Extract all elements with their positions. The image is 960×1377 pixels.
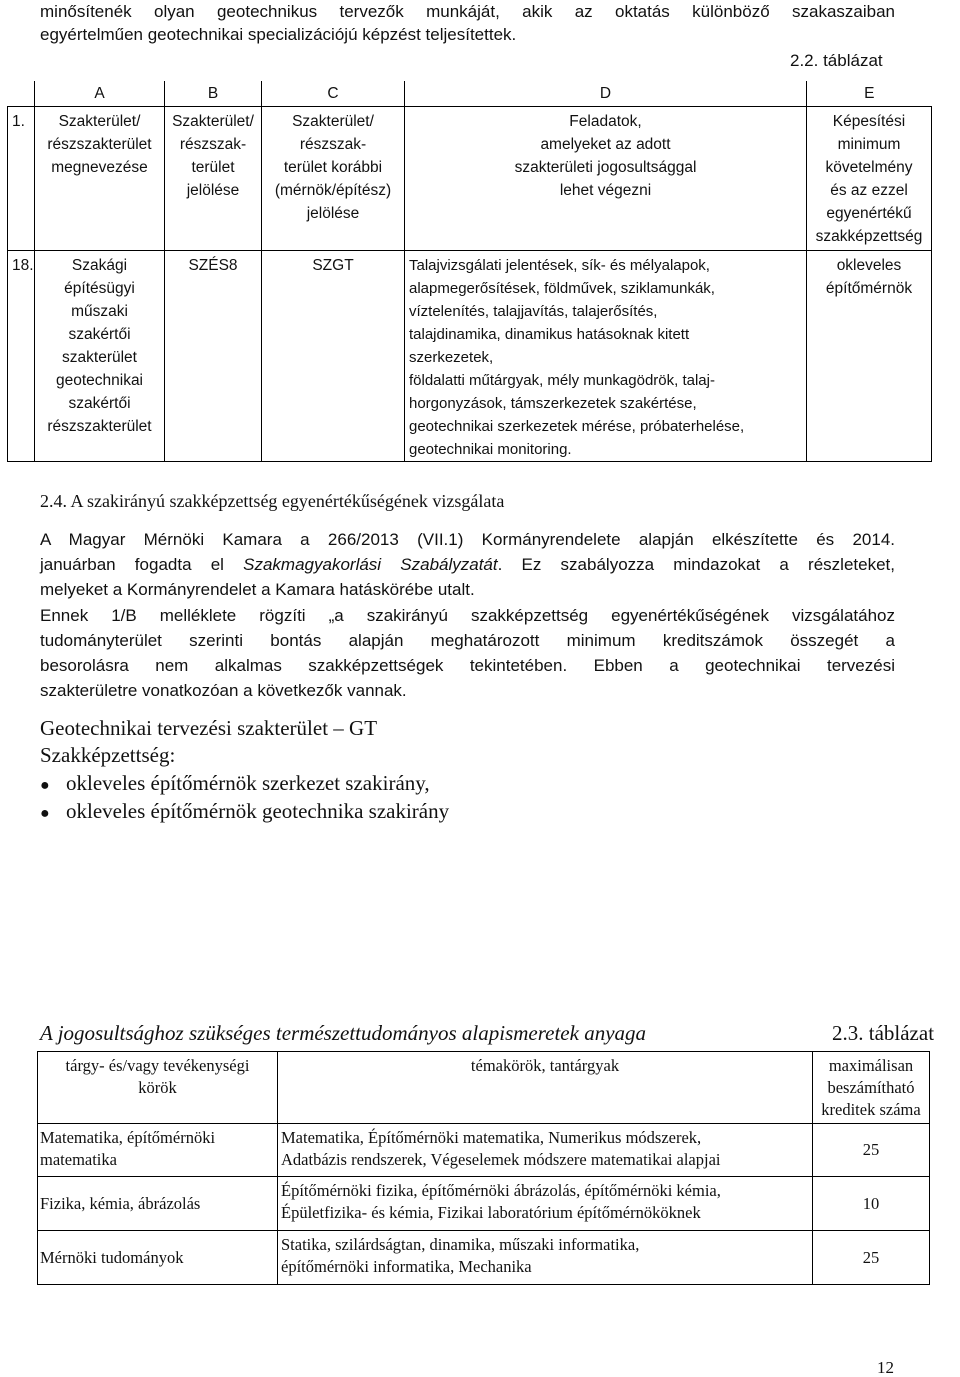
page-number: 12 xyxy=(877,1358,894,1377)
table-2-3-label: 2.3. táblázat xyxy=(832,1021,935,1045)
qualification-table xyxy=(7,81,932,462)
column-letter-row xyxy=(8,81,932,106)
paragraph-1-text-end: . Ez szabályozza mindazokat a részleteket, xyxy=(497,555,895,574)
header-row-number: 1. xyxy=(8,106,35,250)
bullet-item xyxy=(40,797,449,828)
paragraph-1-line-3: melyeket a Kormányrendelet a Kamara hatáskörébe utalt. xyxy=(40,580,475,599)
header-topics: témakörök, tantárgyak xyxy=(278,1052,813,1124)
header-qualification: Képesítési minimum követelmény és az ezzel egyenértékű szakképzettség xyxy=(807,106,932,250)
table-row xyxy=(38,1177,930,1231)
row-topics: Matematika, Építőmérnöki matematika, Numerikus módszerek, Adatbázis rendszerek, Végeselemek módszere matematikai alapjai xyxy=(278,1124,813,1177)
header-area-name: Szakterület/ részszakterület megnevezése xyxy=(35,106,165,250)
paragraph-2-line-4: szakterületre vonatkozóan a következők vannak. xyxy=(40,681,407,700)
paragraph-2-line-1: Ennek 1/B melléklete rögzíti „a szakirányú szakképzettség egyenértékűségének vizsgálatához xyxy=(40,606,895,625)
row-credits: 25 xyxy=(813,1231,930,1285)
bullet-icon: ● xyxy=(40,805,50,822)
paragraph-1-text: januárban fogadta el xyxy=(40,555,244,574)
col-letter-a: A xyxy=(35,81,165,106)
row-topics: Statika, szilárdságtan, dinamika, műszaki informatika, építőmérnöki informatika, Mechanika xyxy=(278,1231,813,1285)
row-area: Mérnöki tudományok xyxy=(38,1231,278,1285)
col-letter-c: C xyxy=(262,81,405,106)
paragraph-1-line-1: A Magyar Mérnöki Kamara a 266/2013 (VII.1) Kormányrendelete alapján elkészítette és 2014. xyxy=(40,530,895,549)
credits-table xyxy=(37,1051,930,1285)
paragraph-2-line-3: besorolásra nem alkalmas szakképzettségek tekintetében. Ebben a geotechnikai tervezési xyxy=(40,656,895,675)
row-area: Matematika, építőmérnöki matematika xyxy=(38,1124,278,1177)
row-area-name: Szakági építésügyi műszaki szakértői szakterület geotechnikai szakértői részszakterület xyxy=(35,250,165,461)
row-credits: 10 xyxy=(813,1177,930,1231)
intro-line-1: minősítenék olyan geotechnikus tervezők munkáját, akik az oktatás különböző szakaszaiban xyxy=(40,2,895,21)
bullet-item xyxy=(40,769,430,800)
row-former-code: SZGT xyxy=(262,250,405,461)
header-former-code: Szakterület/ részszak- terület korábbi (mérnök/építész) jelölése xyxy=(262,106,405,250)
header-area-code: Szakterület/ részszak- terület jelölése xyxy=(165,106,262,250)
row-area-code: SZÉS8 xyxy=(165,250,262,461)
bullet-text: okleveles építőmérnök szerkezet szakirány, xyxy=(66,771,430,795)
row-area: Fizika, kémia, ábrázolás xyxy=(38,1177,278,1231)
row-tasks: Talajvizsgálati jelentések, sík- és mélyalapok, alapmegerősítések, földművek, sziklamunkák, víztelenítés, talajjavítás, talajerősítés, talajdinamika, dinamikus hatásoknak kitett szerkezetek, földalatti műtárgyak, mély munkagödrök, talaj- horgonyzások, támszerkezetek szakértése, geotechnikai szerkezetek mérése, próbaterhelése, geotechnikai monitoring. xyxy=(405,250,807,461)
qualification-label: Szakképzettség: xyxy=(40,743,176,767)
bullet-text: okleveles építőmérnök geotechnika szakirány xyxy=(66,799,450,823)
row-topics: Építőmérnöki fizika, építőmérnöki ábrázolás, építőmérnöki kémia, Épületfizika- és kémia, Fizikai laboratórium építőmérnököknek xyxy=(278,1177,813,1231)
row-number: 18. xyxy=(8,250,35,461)
col-letter-e: E xyxy=(807,81,932,106)
table-row xyxy=(8,250,932,461)
header-tasks: Feladatok, amelyeket az adott szakterületi jogosultsággal lehet végezni xyxy=(405,106,807,250)
table-2-3-title: A jogosultsághoz szükséges természettudományos alapismeretek anyaga xyxy=(40,1021,647,1045)
section-heading: 2.4. A szakirányú szakképzettség egyenértékűségének vizsgálata xyxy=(40,491,505,511)
row-qualification: okleveles építőmérnök xyxy=(807,250,932,461)
col-letter-b: B xyxy=(165,81,262,106)
row-credits: 25 xyxy=(813,1124,930,1177)
paragraph-2-line-2: tudományterület szerinti bontás alapján meghatározott minimum kreditszámok összegét a xyxy=(40,631,895,650)
table-row xyxy=(38,1231,930,1285)
header-row xyxy=(8,106,932,250)
col-letter-d: D xyxy=(405,81,807,106)
table-2-2-label: 2.2. táblázat xyxy=(790,51,883,70)
table-row xyxy=(38,1124,930,1177)
gt-title: Geotechnikai tervezési szakterület – GT xyxy=(40,716,378,740)
bullet-icon: ● xyxy=(40,777,50,794)
header-credits: maximálisan beszámítható kreditek száma xyxy=(813,1052,930,1124)
header-areas: tárgy- és/vagy tevékenységi körök xyxy=(38,1052,278,1124)
regulation-title: Szakmagyakorlási Szabályzatát xyxy=(243,555,498,574)
intro-line-2: egyértelműen geotechnikai specializációjú képzést teljesítettek. xyxy=(40,25,517,44)
paragraph-1-line-2 xyxy=(40,553,895,577)
credits-header-row xyxy=(38,1052,930,1124)
